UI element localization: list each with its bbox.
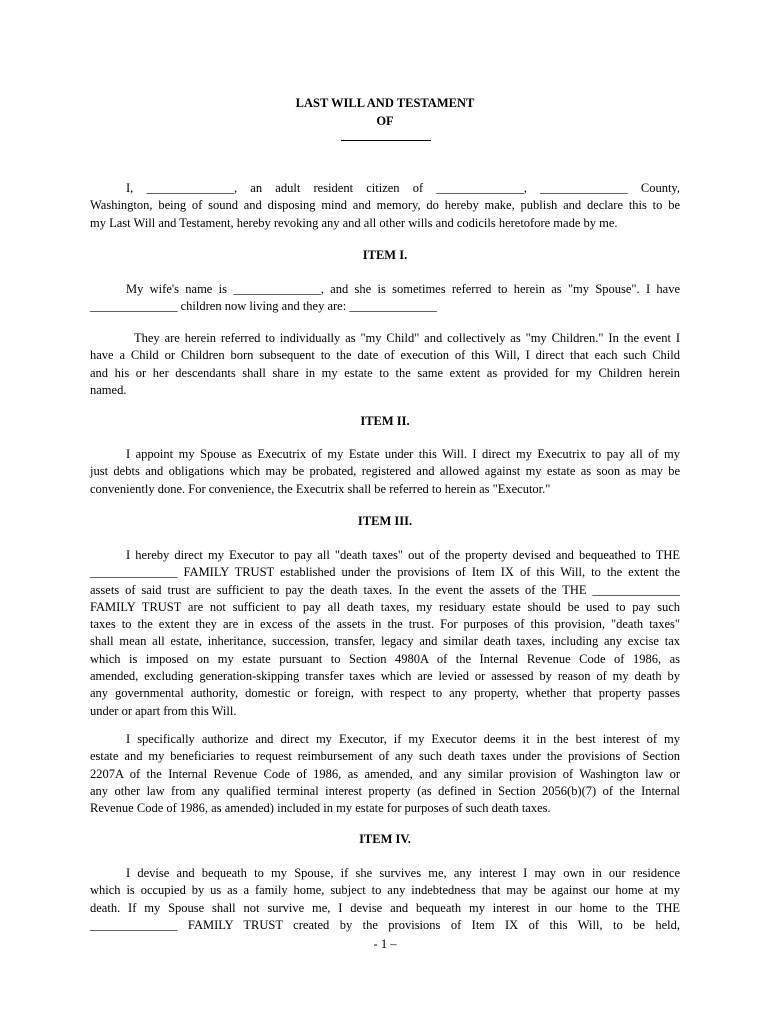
paragraph-line: named. xyxy=(90,382,127,397)
paragraph-line: taxes to the extent they are in excess of the assets in the trust. For purposes of this provision, "death taxes" xyxy=(90,617,680,632)
item-3-paragraph-1 xyxy=(90,547,680,720)
paragraph-line: death. If my Spouse shall not survive me, I devise and bequeath my interest in our home to the THE xyxy=(90,900,680,915)
paragraph-line: 2207A of the Internal Revenue Code of 1986, as amended, and any similar provision of Washington law or xyxy=(90,766,680,781)
document-title: LAST WILL AND TESTAMENT xyxy=(295,96,475,110)
paragraph-line: They are herein referred to individually as "my Child" and collectively as "my Children." In the event I xyxy=(134,331,680,345)
item-2-heading: ITEM II. xyxy=(360,414,410,428)
paragraph-line: I devise and bequeath to my Spouse, if she survives me, any interest I may own in our residence xyxy=(126,866,680,880)
item-4-paragraph-1 xyxy=(90,865,680,934)
intro-paragraph xyxy=(90,180,680,232)
paragraph-line: I specifically authorize and direct my Executor, if my Executor deems it in the best interest of my xyxy=(126,732,680,746)
paragraph-line: just debts and obligations which may be probated, registered and allowed against my estate as soon as may be xyxy=(90,464,680,479)
document-title-of: OF xyxy=(376,114,394,128)
item-1-paragraph-1 xyxy=(90,281,680,316)
paragraph-line: I hereby direct my Executor to pay all "death taxes" out of the property devised and bequeathed to THE xyxy=(126,548,680,562)
paragraph-line: ______________ FAMILY TRUST created by the provisions of Item IX of this Will, to be held, xyxy=(90,917,680,932)
paragraph-line: conveniently done. For convenience, the Executrix shall be referred to herein as "Executor." xyxy=(90,481,551,496)
intro-line: my Last Will and Testament, hereby revoking any and all other wills and codicils heretofore made by me. xyxy=(90,215,618,230)
paragraph-line: FAMILY TRUST are not sufficient to pay all death taxes, my residuary estate should be used to pay such xyxy=(90,599,680,614)
paragraph-line: amended, excluding generation-skipping transfer taxes which are levied or assessed by reason of my death by xyxy=(90,669,680,684)
intro-line: Washington, being of sound and disposing mind and memory, do hereby make, publish and declare this to be xyxy=(90,198,680,213)
testator-name-blank xyxy=(341,140,431,141)
paragraph-line: which is imposed on my estate pursuant to Section 4980A of the Internal Revenue Code of 1986, as xyxy=(90,651,680,666)
paragraph-line: ______________ FAMILY TRUST established under the provisions of Item IX of this Will, to the extent the xyxy=(90,565,680,580)
paragraph-line: any other law from any qualified terminal interest property (as defined in Section 2056(b)(7) of the Internal xyxy=(90,783,680,798)
paragraph-line: which is occupied by us as a family home, subject to any indebtedness that may be against our home at my xyxy=(90,883,680,898)
paragraph-line: any governmental authority, domestic or foreign, with respect to any property, whether that property passes xyxy=(90,686,680,701)
item-3-paragraph-2 xyxy=(90,731,680,817)
paragraph-line: estate and my beneficiaries to request reimbursement of any such death taxes under the provisions of Section xyxy=(90,749,680,764)
paragraph-line: Revenue Code of 1986, as amended) included in my estate for purposes of such death taxes. xyxy=(90,801,551,816)
paragraph-line: My wife's name is ______________, and she is sometimes referred to herein as "my Spouse". I have xyxy=(126,282,680,296)
paragraph-line: I appoint my Spouse as Executrix of my Estate under this Will. I direct my Executrix to pay all of my xyxy=(126,447,680,461)
item-1-paragraph-2 xyxy=(90,330,680,399)
paragraph-line: have a Child or Children born subsequent to the date of execution of this Will, I direct that each such Child xyxy=(90,348,680,363)
item-3-heading: ITEM III. xyxy=(357,514,413,528)
page-number: - 1 – xyxy=(373,937,397,951)
intro-line: I, ______________, an adult resident citizen of ______________, ______________ County, xyxy=(126,181,680,195)
paragraph-line: under or apart from this Will. xyxy=(90,703,237,718)
paragraph-line: and his or her descendants shall share in my estate to the same extent as provided for my Children herein xyxy=(90,365,680,380)
paragraph-line: ______________ children now living and they are: ______________ xyxy=(90,299,437,314)
item-1-heading: ITEM I. xyxy=(362,248,408,262)
paragraph-line: assets of said trust are sufficient to pay the death taxes. In the event the assets of the THE ______________ xyxy=(90,582,680,597)
item-2-paragraph-1 xyxy=(90,446,680,498)
paragraph-line: shall mean all estate, inheritance, succession, transfer, legacy and similar death taxes, including any excise tax xyxy=(90,634,680,649)
item-4-heading: ITEM IV. xyxy=(359,832,411,846)
